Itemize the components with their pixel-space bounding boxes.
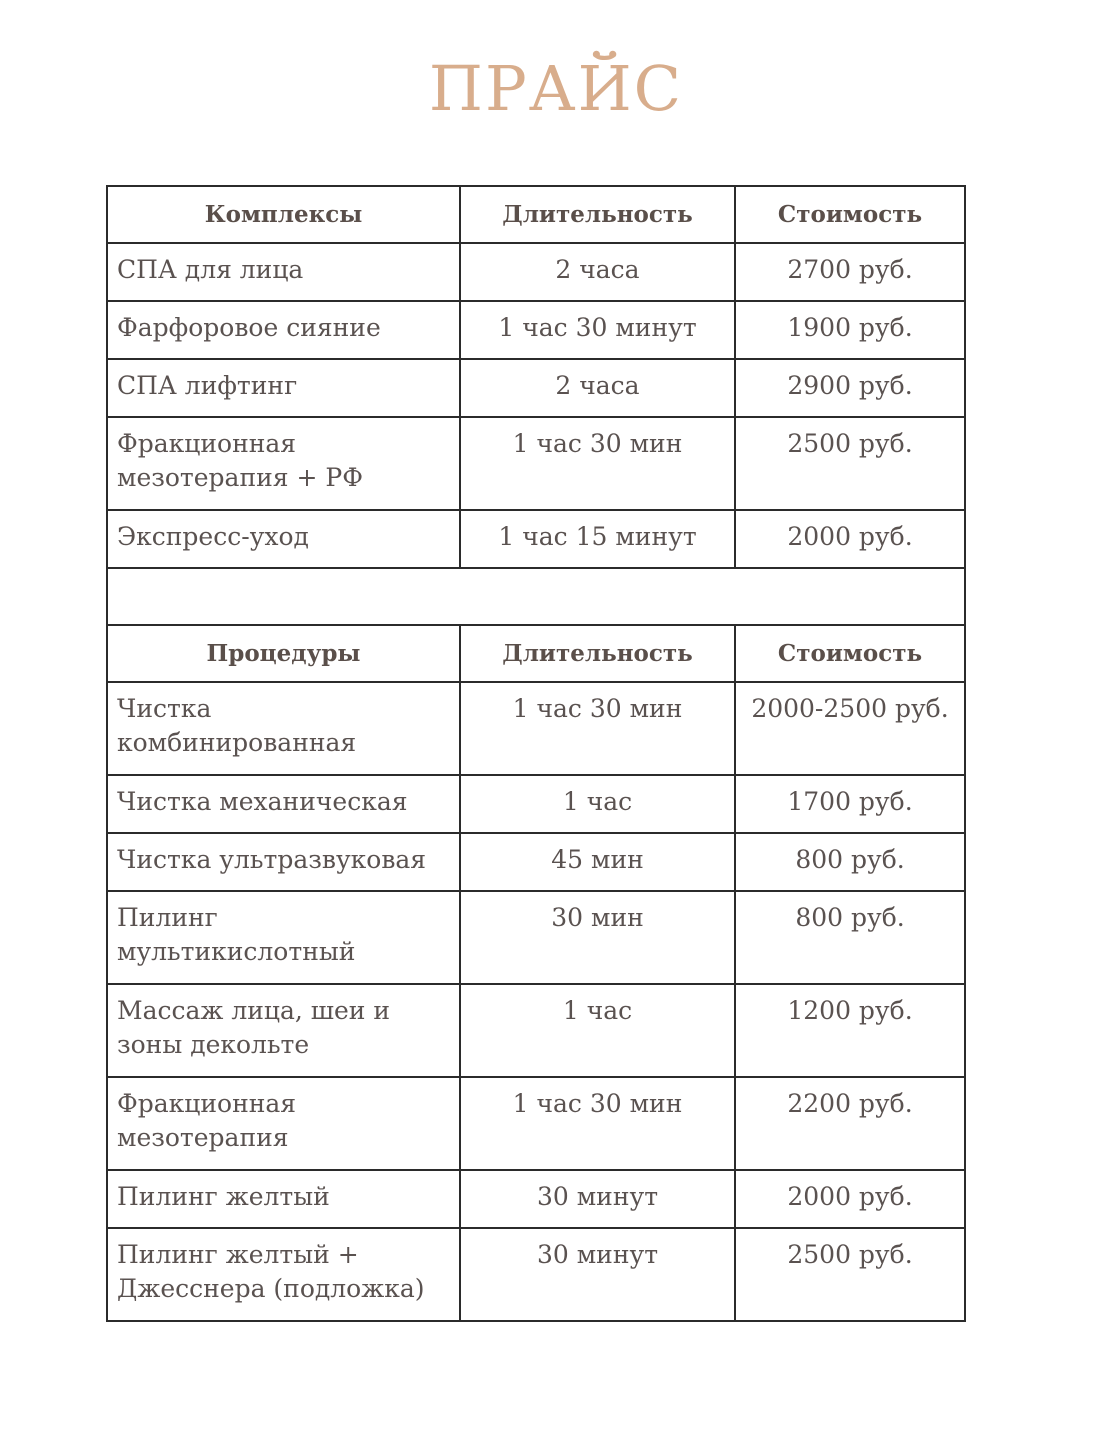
service-price: 2500 руб. [735,417,965,510]
service-price: 1900 руб. [735,301,965,359]
column-header-complexes: Комплексы [107,186,460,243]
complexes-header-row [107,186,965,243]
service-duration: 45 мин [460,833,735,891]
service-name: Пилинг желтый [107,1170,460,1228]
service-name: Фракционная мезотерапия + РФ [107,417,460,510]
table-row [107,301,965,359]
service-price: 2700 руб. [735,243,965,301]
service-name: Пилинг мультикислотный [107,891,460,984]
service-name: Массаж лица, шеи и зоны декольте [107,984,460,1077]
spacer-cell [107,568,965,625]
service-duration: 1 час 30 мин [460,682,735,775]
service-duration: 1 час 30 мин [460,1077,735,1170]
service-duration: 30 минут [460,1228,735,1321]
page-title: ПРАЙС [428,52,684,125]
table-row [107,682,965,775]
service-name: Чистка механическая [107,775,460,833]
table-row [107,833,965,891]
table-row [107,359,965,417]
table-row [107,891,965,984]
service-name: Чистка ультразвуковая [107,833,460,891]
service-name: Фарфоровое сияние [107,301,460,359]
service-price: 2500 руб. [735,1228,965,1321]
service-name: Пилинг желтый + Джесснера (подложка) [107,1228,460,1321]
service-price: 800 руб. [735,833,965,891]
service-price: 2000 руб. [735,510,965,568]
table-row [107,1170,965,1228]
table-row [107,417,965,510]
service-name: СПА для лица [107,243,460,301]
service-name: Экспресс-уход [107,510,460,568]
table-row [107,775,965,833]
service-price: 2200 руб. [735,1077,965,1170]
service-duration: 30 мин [460,891,735,984]
service-duration: 1 час 30 мин [460,417,735,510]
service-duration: 1 час 15 минут [460,510,735,568]
spacer-row [107,568,965,625]
service-duration: 30 минут [460,1170,735,1228]
service-duration: 2 часа [460,243,735,301]
service-duration: 1 час [460,775,735,833]
service-duration: 1 час [460,984,735,1077]
table-row [107,243,965,301]
service-duration: 1 час 30 минут [460,301,735,359]
service-name: Чистка комбинированная [107,682,460,775]
procedures-header-row [107,625,965,682]
column-header-duration: Длительность [460,186,735,243]
column-header-procedures: Процедуры [107,625,460,682]
column-header-price: Стоимость [735,186,965,243]
column-header-price: Стоимость [735,625,965,682]
table-row [107,1228,965,1321]
table-row [107,1077,965,1170]
service-price: 1700 руб. [735,775,965,833]
service-price: 1200 руб. [735,984,965,1077]
service-price: 2000 руб. [735,1170,965,1228]
service-price: 800 руб. [735,891,965,984]
service-price: 2900 руб. [735,359,965,417]
column-header-duration: Длительность [460,625,735,682]
service-duration: 2 часа [460,359,735,417]
table-row [107,984,965,1077]
price-table [106,185,966,1322]
table-row [107,510,965,568]
service-name: Фракционная мезотерапия [107,1077,460,1170]
service-name: СПА лифтинг [107,359,460,417]
service-price: 2000-2500 руб. [735,682,965,775]
